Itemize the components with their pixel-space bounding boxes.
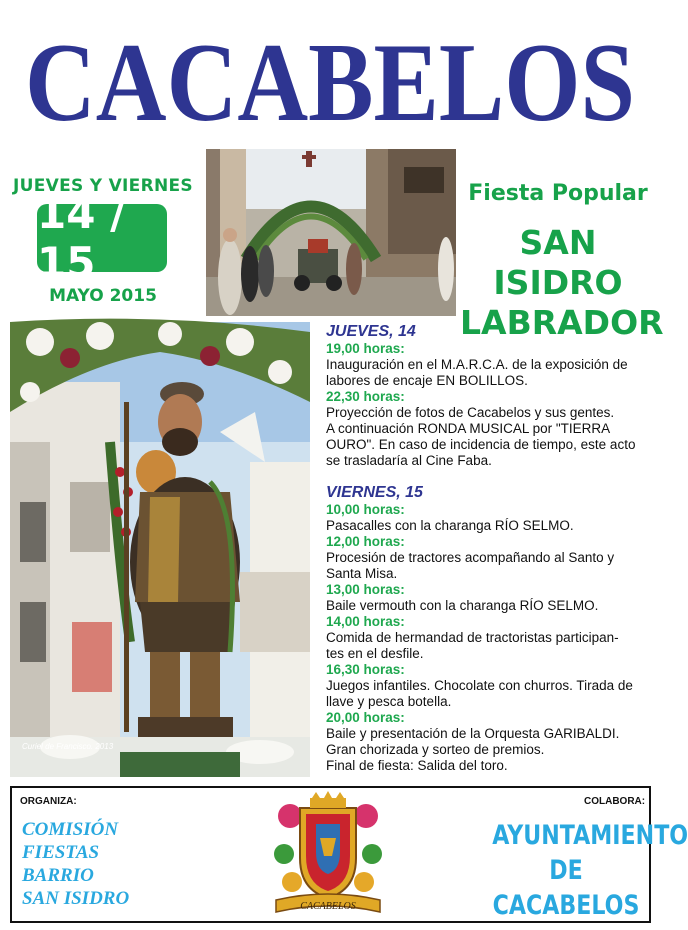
saint-name-line2: LABRADOR [460, 303, 664, 342]
event-line: Juegos infantiles. Chocolate con churros. Tirada de [326, 678, 633, 693]
poster-title [0, 0, 661, 150]
organizer-name [22, 818, 129, 910]
event-line: labores de encaje EN BOLILLOS. [326, 373, 528, 388]
event-line: tes en el desfile. [326, 646, 424, 661]
event-time: 13,00 horas: [326, 582, 405, 597]
event-line: Proyección de fotos de Cacabelos y sus gentes. [326, 405, 615, 420]
event-time: 19,00 horas: [326, 341, 405, 356]
event-line: OURO". En caso de incidencia de tiempo, este acto [326, 437, 636, 452]
event [326, 534, 656, 582]
event-line: Gran chorizada y sorteo de premios. [326, 742, 545, 757]
event-line: Final de fiesta: Salida del toro. [326, 758, 508, 773]
event [326, 662, 656, 710]
event-line: Inauguración en el M.A.R.C.A. de la exposición de [326, 357, 628, 372]
saint-name-line1: SAN ISIDRO [493, 223, 623, 302]
event-time: 14,00 horas: [326, 614, 405, 629]
event-line: se trasladaría al Cine Faba. [326, 453, 492, 468]
event-line: Comida de hermandad de tractoristas participan- [326, 630, 619, 645]
organiza-label: ORGANIZA: [20, 796, 77, 807]
saint-statue-photo [10, 322, 310, 777]
day-title: VIERNES, 15 [326, 484, 423, 501]
organizer-line: BARRIO [22, 865, 94, 886]
event [326, 502, 656, 534]
event-line: llave y pesca botella. [326, 694, 452, 709]
event-line: Baile y presentación de la Orquesta GARIBALDI. [326, 726, 620, 741]
event [326, 389, 656, 469]
event [326, 614, 656, 662]
event-line: A continuación RONDA MUSICAL por "TIERRA [326, 421, 611, 436]
event-line: Pasacalles con la charanga RÍO SELMO. [326, 518, 574, 533]
colabora-label: COLABORA: [584, 796, 646, 807]
event [326, 710, 656, 774]
event [326, 341, 656, 389]
event-time: 10,00 horas: [326, 502, 405, 517]
event-line: Santa Misa. [326, 566, 398, 581]
collaborator-line: DE CACABELOS [492, 855, 640, 921]
event-time: 16,30 horas: [326, 662, 405, 677]
collaborator-name [492, 818, 688, 923]
day-title: JUEVES, 14 [326, 323, 416, 340]
title-text: CACABELOS [25, 21, 635, 145]
event-line: Baile vermouth con la charanga RÍO SELMO. [326, 598, 599, 613]
town-crest-logo [270, 794, 386, 918]
program [326, 322, 656, 774]
dates-month-year: MAYO 2015 [49, 286, 157, 306]
event-line: Procesión de tractores acompañando al Santo y [326, 550, 615, 565]
event [326, 582, 656, 614]
fiesta-popular: Fiesta Popular [468, 181, 648, 206]
event-time: 12,00 horas: [326, 534, 405, 549]
dates-box [37, 189, 167, 287]
organizer-line: COMISIÓN [22, 819, 119, 840]
event-time: 20,00 horas: [326, 710, 405, 725]
dates-numbers: 14 / 15 [37, 189, 126, 287]
procession-photo [206, 149, 456, 316]
organizer-line: SAN ISIDRO [22, 888, 130, 909]
crest-banner-text: CACABELOS [300, 901, 356, 912]
collaborator-line: AYUNTAMIENTO [492, 820, 688, 851]
dates-days: JUEVES Y VIERNES [13, 176, 193, 196]
photo-credit: Curiel de Francisco. 2013 [22, 742, 114, 751]
organizer-line: FIESTAS [22, 842, 100, 863]
event-time: 22,30 horas: [326, 389, 405, 404]
